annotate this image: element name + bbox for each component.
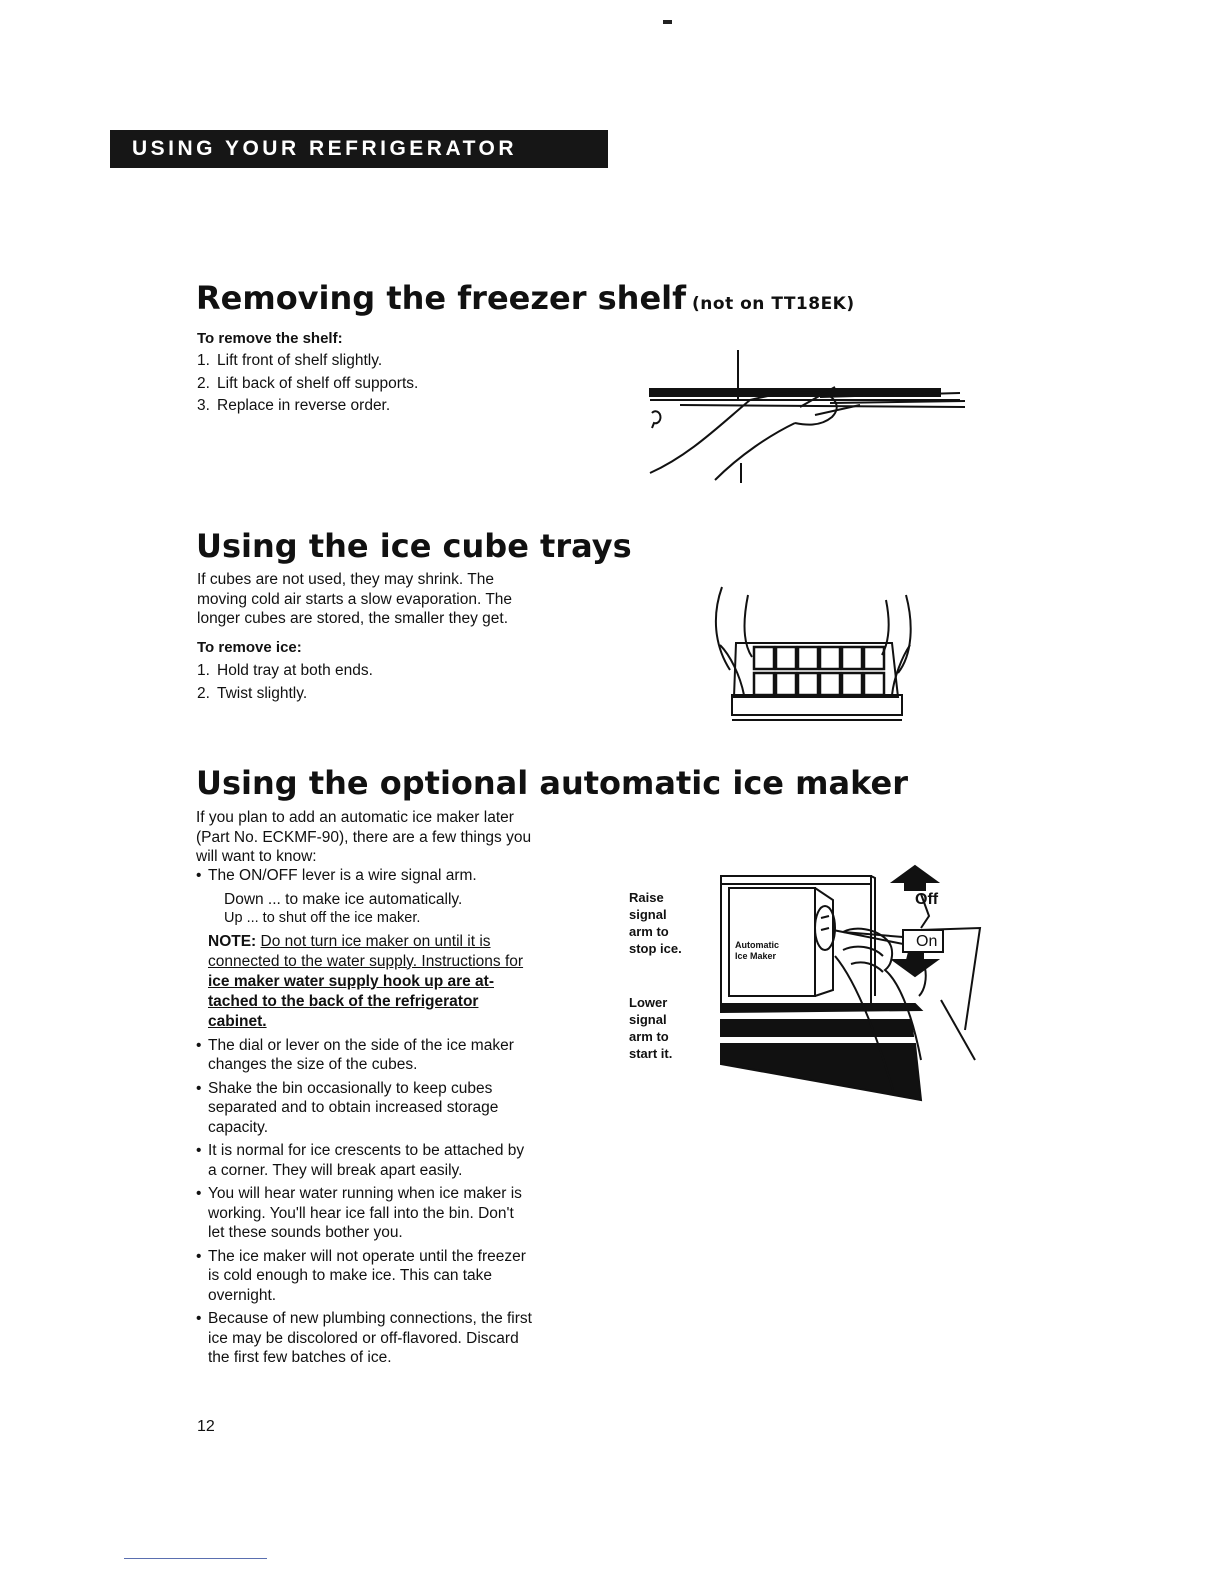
list-item: • The dial or lever on the side of the ice maker changes the size of the cubes.	[196, 1036, 514, 1073]
list-item: 3. Replace in reverse order.	[197, 397, 391, 414]
list-item: 1. Hold tray at both ends.	[197, 662, 373, 679]
ice-cube-intro: If cubes are not used, they may shrink. The moving cold air starts a slow evaporation. The longer cubes are stored, the smaller they get.	[197, 571, 513, 627]
ice-maker-unit-label: Automatic Ice Maker	[735, 940, 780, 961]
page-number: 12	[197, 1418, 215, 1435]
list-item: • You will hear water running when ice maker is working. You'll hear ice fall into the bin. Don't let these sounds bother you.	[196, 1185, 522, 1241]
remove-ice-steps	[197, 660, 373, 705]
list-item: • It is normal for ice crescents to be attached by a corner. They will break apart easily.	[196, 1142, 525, 1179]
remove-shelf-label: To remove the shelf:	[197, 330, 343, 347]
ice-maker-bullets	[196, 866, 596, 1368]
freezer-shelf-heading	[196, 278, 855, 324]
lower-caption: Lower signal arm to start it.	[629, 995, 673, 1061]
off-label: Off	[915, 891, 939, 908]
lever-positions: Down ... to make ice automatically. Up ... to shut off the ice maker.	[224, 890, 463, 926]
list-item: • Because of new plumbing connections, the first ice may be discolored or off-flavored. Discard the first few batches of ice.	[196, 1310, 532, 1366]
ice-maker-intro: If you plan to add an automatic ice maker later (Part No. ECKMF-90), there are a few things you will want to know:	[196, 809, 532, 865]
list-item: 2. Lift back of shelf off supports.	[197, 374, 419, 392]
ice-cube-trays-title: Using the ice cube trays	[196, 527, 632, 565]
ice-maker-title: Using the optional automatic ice maker	[196, 764, 908, 802]
freezer-shelf-illustration	[620, 345, 970, 495]
list-item: • The ice maker will not operate until the freezer is cold enough to make ice. This can take overnight.	[196, 1247, 526, 1304]
list-item: 1. Lift front of shelf slightly.	[197, 352, 383, 369]
ice-maker-details	[196, 866, 596, 1372]
ice-tray-illustration	[710, 585, 920, 725]
on-label: On	[916, 933, 938, 950]
raise-caption: Raise signal arm to stop ice.	[629, 890, 682, 956]
ice-maker-note: NOTE: Do not turn ice maker on until it is connected to the water supply. Instructions for ice maker water supply hook up are at- tached to the back of the refrigerator cabinet.	[208, 932, 524, 1030]
list-item: • Shake the bin occasionally to keep cubes separated and to obtain increased storage capacity.	[196, 1079, 499, 1136]
top-mark	[663, 20, 672, 24]
footer-rule	[124, 1558, 267, 1559]
freezer-shelf-title: Removing the freezer shelf	[196, 279, 687, 317]
freezer-shelf-subtitle: (not on TT18EK)	[692, 294, 855, 314]
list-item: • The ON/OFF lever is a wire signal arm. Down ... to make ice automatically. Up ... to shut off the ice maker. NOTE: Do not turn ice maker on until it is connected to the water supply. Instructions for ice maker water supply hook up are at- tached to the back of the refrigerator cabinet.	[196, 866, 596, 1032]
ice-maker-illustration	[715, 860, 985, 1105]
section-banner: USING YOUR REFRIGERATOR	[110, 130, 608, 168]
list-item: 2. Twist slightly.	[197, 684, 308, 702]
remove-ice-label: To remove ice:	[197, 639, 302, 656]
remove-shelf-steps	[197, 350, 418, 418]
